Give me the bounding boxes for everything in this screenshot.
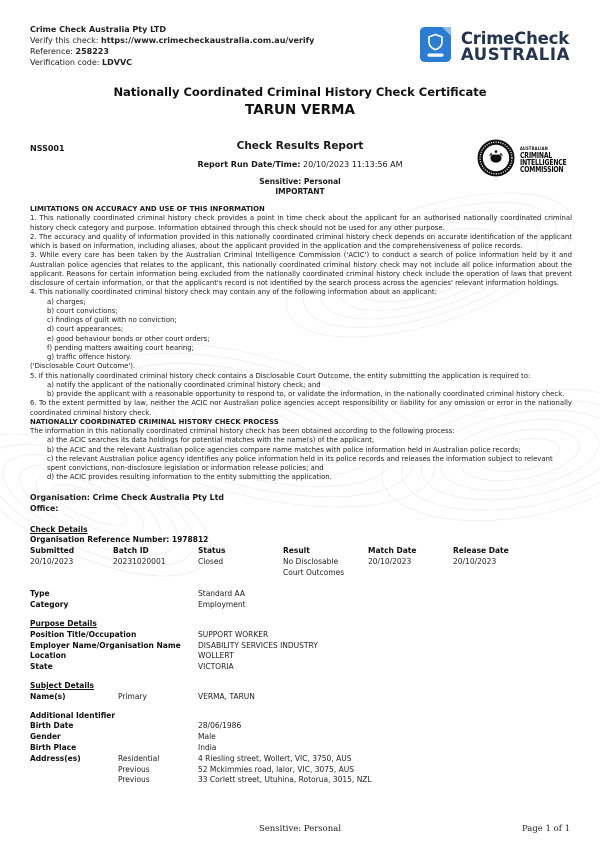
limitations-paragraph-5: 5. If this nationally coordinated criminal history check contains a Disclosable Court Outcome, the entity submitting the application is required to: bbox=[30, 371, 531, 380]
sensitive-label: Sensitive: Personal bbox=[259, 177, 341, 186]
limitations-paragraph-4: 4. This nationally coordinated criminal history check may contain any of the following information about an applicant: bbox=[30, 288, 437, 297]
address-type: Previous bbox=[118, 764, 150, 774]
purpose-row-label: Employer Name/Organisation Name bbox=[30, 640, 181, 650]
address-type: Previous bbox=[118, 775, 150, 785]
check-details-table bbox=[30, 546, 570, 578]
check-details-heading: Check Details bbox=[30, 524, 88, 534]
cell-match-date: 20/10/2023 bbox=[368, 556, 412, 566]
addresses-table bbox=[30, 754, 570, 786]
page-footer bbox=[0, 824, 600, 834]
crimecheck-document-shield-icon bbox=[419, 26, 454, 67]
purpose-row-label: Position Title/Occupation bbox=[30, 629, 137, 639]
cell-batch-id: 20231020001 bbox=[113, 556, 166, 566]
limitations-item: g) traffic offence history. bbox=[47, 353, 132, 361]
additional-identifier-heading: Additional Identifier bbox=[30, 710, 116, 720]
identifier-row-value: Male bbox=[198, 732, 216, 742]
subject-details-heading: Subject Details bbox=[30, 681, 94, 691]
identifier-row-label: Gender bbox=[30, 732, 61, 742]
acic-line-4: COMMISSION bbox=[519, 165, 564, 175]
purpose-row-value: WOLLERT bbox=[198, 651, 234, 661]
limitations-item: a) notify the applicant of the nationally coordinated criminal history check; and bbox=[47, 380, 321, 389]
identifier-row-label: Birth Date bbox=[30, 721, 74, 731]
category-label: Category bbox=[30, 600, 69, 610]
type-label: Type bbox=[30, 589, 50, 599]
disclosable-outcome-note: ('Disclosable Court Outcome'). bbox=[30, 362, 136, 371]
purpose-details-table bbox=[30, 630, 570, 673]
address-value: 33 Corlett street, Utuhina, Rotorua, 3015, NZL bbox=[198, 775, 372, 785]
purpose-row-value: SUPPORT WORKER bbox=[198, 629, 269, 639]
process-item: c) the relevant Australian police agency identifies any police information held in its police records and releases the information subject to relevant spent convictions, non-disclosure legislation or information release policies; and bbox=[47, 454, 553, 472]
purpose-row-value: DISABILITY SERVICES INDUSTRY bbox=[198, 640, 318, 650]
col-header-match-date: Match Date bbox=[368, 546, 417, 556]
reference-line: Reference: 258223 bbox=[30, 47, 109, 56]
process-intro: The information in this nationally coordinated criminal history check has been obtained according to the following process: bbox=[30, 427, 455, 435]
limitations-item: b) provide the applicant with a reasonable opportunity to respond to, or validate the information, in the nationally coordinated criminal history check. bbox=[47, 390, 565, 398]
report-heading: Check Results Report bbox=[236, 140, 364, 152]
additional-identifier-table bbox=[30, 721, 570, 753]
footer-sensitive-label: Sensitive: Personal bbox=[258, 824, 342, 834]
cell-submitted: 20/10/2023 bbox=[30, 556, 74, 566]
verify-line: Verify this check: https://www.crimecheckaustralia.com.au/verify bbox=[30, 36, 315, 45]
addresses-label: Address(es) bbox=[30, 753, 81, 763]
purpose-row-label: State bbox=[30, 662, 53, 672]
details-section bbox=[0, 514, 600, 787]
limitations-item: a) charges; bbox=[47, 297, 86, 306]
certificate-title: Nationally Coordinated Criminal History Check Certificate bbox=[113, 85, 487, 99]
purpose-details-heading: Purpose Details bbox=[30, 619, 97, 629]
document-header bbox=[0, 0, 600, 68]
cell-status: Closed bbox=[198, 556, 224, 566]
limitations-item: b) court convictions; bbox=[47, 306, 118, 315]
acic-line-3: INTELLIGENCE bbox=[519, 157, 567, 167]
address-value: 52 Mckimmies road, lalor, VIC, 3075, AUS bbox=[198, 764, 354, 774]
limitations-heading: LIMITATIONS ON ACCURACY AND USE OF THIS INFORMATION bbox=[30, 205, 265, 213]
verification-code: LDVVC bbox=[102, 58, 133, 67]
logo-line-1: CrimeCheck bbox=[460, 28, 569, 48]
applicant-name-title: TARUN VERMA bbox=[245, 102, 355, 118]
names-label: Name(s) bbox=[30, 691, 66, 701]
limitations-paragraph-1: 1. This nationally coordinated criminal history check provides a point in time check about the applicant for an authorised nationally coordinated criminal history check category and purpose. Information obtained through this check should not be used for any other purpose. bbox=[30, 214, 572, 232]
subject-name-row bbox=[30, 692, 570, 703]
category-value: Employment bbox=[198, 600, 246, 610]
address-value: 4 Riesling street, Wollert, VIC, 3750, AUS bbox=[198, 753, 352, 763]
col-header-submitted: Submitted bbox=[30, 546, 75, 556]
purpose-row-value: VICTORIA bbox=[198, 662, 234, 672]
acic-line-1: AUSTRALIAN bbox=[519, 146, 548, 152]
acic-logo-text bbox=[520, 147, 567, 173]
issuer-block bbox=[30, 24, 314, 68]
report-code: NSS001 bbox=[30, 144, 65, 153]
process-item: d) the ACIC provides resulting information to the entity submitting the application. bbox=[47, 473, 332, 482]
name-value: VERMA, TARUN bbox=[198, 691, 255, 701]
process-item: a) the ACIC searches its data holdings for potential matches with the name(s) of the applicant; bbox=[47, 436, 375, 445]
crimecheck-logo bbox=[419, 26, 570, 67]
col-header-result: Result bbox=[283, 546, 310, 556]
issuer-company-name: Crime Check Australia Pty LTD bbox=[30, 25, 166, 34]
important-label: IMPORTANT bbox=[275, 187, 325, 196]
limitations-item: e) good behaviour bonds or other court orders; bbox=[47, 334, 210, 343]
process-heading: NATIONALLY COORDINATED CRIMINAL HISTORY CHECK PROCESS bbox=[30, 417, 279, 426]
report-header-row bbox=[0, 140, 600, 198]
limitations-item: c) findings of guilt with no conviction; bbox=[47, 316, 177, 324]
limitations-paragraph-2: 2. The accuracy and quality of information provided in this nationally coordinated criminal history check depends on accurate identification of the applicant which is based on information, including aliases, about the applicant provided in the application and the comprehensiveness of police records. bbox=[30, 232, 572, 250]
organisation-line: Organisation: Crime Check Australia Pty Ltd bbox=[30, 492, 224, 502]
identifier-row-value: 28/06/1986 bbox=[198, 721, 242, 731]
acic-line-2: CRIMINAL bbox=[519, 150, 552, 160]
legal-text-section bbox=[0, 198, 600, 514]
process-item: b) the ACIC and the relevant Australian police agencies compare name matches with police information held in Australian police records; bbox=[47, 445, 521, 454]
type-value: Standard AA bbox=[198, 589, 245, 599]
logo-line-2: AUSTRALIA bbox=[460, 44, 570, 64]
crimecheck-logo-text bbox=[460, 28, 570, 64]
report-run-datetime: Report Run Date/Time: 20/10/2023 11:13:56 AM bbox=[197, 160, 403, 169]
verification-code-line: Verification code: LDVVC bbox=[30, 58, 133, 67]
acic-logo bbox=[476, 138, 578, 182]
limitations-paragraph-3: 3. While every care has been taken by the Australian Criminal Intelligence Commission ('ACIC') to conduct a search of police information held by it and Australian police agencies that relates to the applicant, this nationally coordinated criminal history check may not include all police information about the applicant. Reasons for certain information being excluded from the nationally coordinated criminal history check include the operation of laws that prevent disclosure of certain information, or that the applicant's record is not identified by the search process across the agencies' relevant information holdings. bbox=[30, 251, 572, 287]
identifier-row-label: Birth Place bbox=[30, 743, 77, 753]
purpose-row-label: Location bbox=[30, 651, 67, 661]
check-type-category bbox=[30, 589, 570, 611]
col-header-status: Status bbox=[198, 546, 226, 556]
limitations-item: f) pending matters awaiting court hearing; bbox=[47, 343, 194, 352]
col-header-batch-id: Batch ID bbox=[113, 546, 149, 556]
verify-url[interactable]: https://www.crimecheckaustralia.com.au/verify bbox=[101, 36, 315, 45]
cell-release-date: 20/10/2023 bbox=[453, 556, 497, 566]
org-reference-number: Organisation Reference Number: 1978812 bbox=[30, 535, 209, 545]
footer-page-number: Page 1 of 1 bbox=[521, 824, 570, 834]
identifier-row-value: India bbox=[198, 743, 217, 753]
limitations-paragraph-6: 6. To the extent permitted by law, neither the ACIC nor Australian police agencies accept responsibility or liability for any omission or error in the nationally coordinated criminal history check. bbox=[30, 399, 572, 417]
limitations-item: d) court appearances; bbox=[47, 325, 124, 334]
cell-result: No Disclosable Court Outcomes bbox=[283, 556, 345, 577]
col-header-release-date: Release Date bbox=[453, 546, 509, 556]
reference-number: 258223 bbox=[75, 47, 109, 56]
office-line: Office: bbox=[30, 503, 59, 513]
acic-emblem-icon bbox=[476, 138, 516, 182]
name-type: Primary bbox=[118, 691, 147, 701]
address-type: Residential bbox=[118, 753, 160, 763]
